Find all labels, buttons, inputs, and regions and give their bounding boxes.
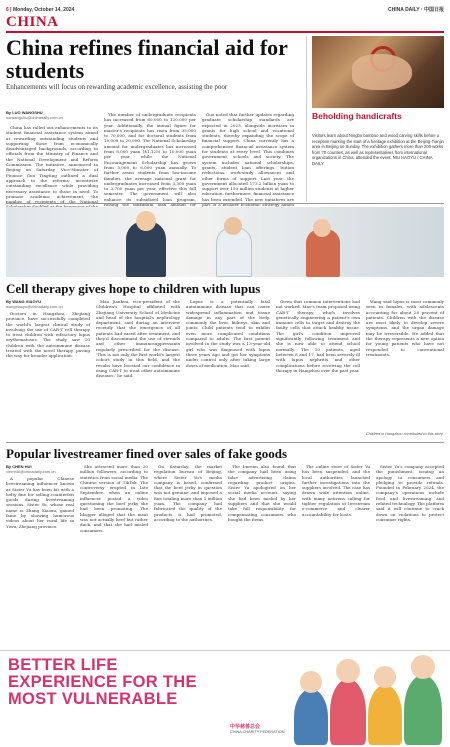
ad-logo bbox=[230, 723, 285, 734]
sidebar-divider bbox=[306, 36, 307, 201]
child-3 bbox=[368, 685, 402, 745]
bottom-column-1: A popular Chinese livestreaming influencer known as Sister Yu has been hit with a hefty fine for selling counterfeit goods during livestreaming sessions. Sister Yu, whose real name is Zhang Xiaoxu, gained fame by showing humorous videos about her rural life in Yiwu, Zhejiang province. bbox=[6, 476, 74, 529]
bottom-column-2: She attracted more than 20 million followers, according to statistics from social media. The Chinese version of TikTok. The controversy erupted in late September, when an online influencer posted a video questioning the beef jerky she had been promoting. The blogger alleged that the meat was not actually beef but rather duck, and that she had misled consumers. bbox=[80, 464, 148, 533]
sidebar-headline[interactable]: Beholding handicrafts bbox=[312, 111, 402, 121]
lead-email[interactable]: luowangshu@chinadaily.com.cn bbox=[6, 115, 63, 120]
bottom-email[interactable]: chenhui@chinadaily.com.cn bbox=[6, 469, 56, 474]
mid-author: By WANG XIAOYU bbox=[6, 299, 42, 304]
hand-figure bbox=[352, 54, 412, 90]
bottom-headline[interactable]: Popular livestreamer fined over sales of fake goods bbox=[6, 446, 288, 461]
ad-tagline: BETTER LIFE EXPERIENCE FOR THE MOST VULNERABLE bbox=[8, 656, 197, 708]
section-title: CHINA bbox=[6, 14, 59, 30]
mid-column-3: Lupus is a potentially fatal autoimmune disease that can cause widespread inflammation and tissue damage in any part of the body, commonly the liver, kidneys, skin and joints. Child patients tend to exhibit even more complicated conditions compared to adults. The first patient involved in the study was a 13-year-old girl who was diagnosed with lupus three years ago and got her symptoms under control only after taking large doses of medication, Mao said. bbox=[186, 299, 270, 368]
bottom-column-6: Sister Yu's company accepted the punishment, issuing an apology to consumers and pledging to provide refunds. Founded in February 2024, the company's operations include food and livestreaming and related technology. The platform said it will continue to crack down on violations to protect consumer rights. bbox=[376, 464, 444, 522]
mid-headline[interactable]: Cell therapy gives hope to children with lupus bbox=[6, 281, 261, 296]
bottom-column-5: The online store of Sister Yu has been suspended, and the local authorities launched further investigations into the suppliers involved. The case has drawn wide attention online, with many netizens calling for tighter regulation of livestream e-commerce and clearer accountability for hosts. bbox=[302, 464, 370, 517]
charity-advertisement[interactable] bbox=[0, 650, 450, 747]
ad-children-photo bbox=[290, 655, 446, 745]
paper-name: CHINA DAILY · 中国日报 bbox=[388, 7, 444, 13]
section-rule bbox=[6, 31, 444, 33]
lead-column-2: The number of undergraduate recipients has increased from 60,000 to 120,000 per year. Additionally, the annual figure for master's recipients has risen from 35,000 to 70,000, and for doctoral students from 10,000 to 20,000. The National Scholarship amount for undergraduates has increased from 8,000 yuan ($1,125) to 10,000 yuan per year, while the National Encouragement Scholarship has grown from 5,000 to 6,000 yuan annually. To further assist students from low-income families, the average national grant for undergraduates increased from 3,300 yuan to 3,700 yuan per year, effective this fall semester. The government will also enhance its subsidized loan program, raising the maximum loan amount for bbox=[104, 112, 196, 208]
mid-column-5: Wang said lupus is most commonly seen in females, with adolescents accounting for about 20 percent of patients. Children with the disease are most likely to develop severe symptoms, and the organ damage may be irreversible. He added that the therapy represents a new option for young patients who have not responded to conventional treatments. bbox=[366, 299, 444, 357]
lead-author: By LUO WANGSHU bbox=[6, 110, 43, 115]
lupus-story-photo bbox=[6, 207, 444, 277]
masthead bbox=[0, 0, 450, 32]
mid-column-4: Given that common interventions had not worked, Mao's team proposed using CAR-T therapy, which involves genetically engineering a patient's own immune cells to target and destroy the faulty cells that attack healthy tissue. The girl's condition improved significantly following treatment and she is now able to attend school normally. The 10 patients, aged between 8 and 17, had been severely ill with lupus nephritis and other complications before receiving the cell therapy in Hangzhou over the past year. bbox=[276, 299, 360, 373]
lead-subhead: Enhancements will focus on rewarding academic excellence, assisting the poor bbox=[6, 83, 228, 91]
bottom-byline bbox=[6, 464, 74, 474]
child-head bbox=[313, 219, 331, 237]
mid-byline bbox=[6, 299, 90, 309]
doctor-head bbox=[136, 211, 156, 231]
mid-contributor-note: Children in Hangzhou contributed to this story. bbox=[366, 432, 444, 436]
mid-column-1: Doctors in Hangzhou, Zhejiang province, have successfully completed the world's largest clinical study of involving the use of CAR-T cell therapy to treat children with refractory lupus erythematosus. The study saw 10 children with the autoimmune disease treated with the novel therapy, paving the way for broader application. bbox=[6, 311, 90, 359]
mid-divider bbox=[6, 203, 444, 204]
mid-email[interactable]: wangxiaoyu@chinadaily.com.cn bbox=[6, 304, 63, 309]
lead-headline[interactable]: China refines financial aid for students bbox=[6, 35, 288, 83]
page-number: 6 | Monday, October 14, 2024 bbox=[6, 7, 75, 13]
nurse-head bbox=[224, 217, 242, 235]
bottom-author: By CHEN HUI bbox=[6, 464, 32, 469]
mid-column-2: Mao Jianhua, vice-president of the Children's Hospital affiliated with Zhejiang University School of Medicine and head of the hospital's nephrology department, said during an interview recently that the emergence of all patients had eased after treatment, and they'd discontinued the use of steroids and other immunosuppressants regularly prescribed for the disease. 'This is not only the first world's largest cohort study in this field, and the results have boosted our confidence in using CAR-T to treat other autoimmune diseases,' he said. bbox=[96, 299, 180, 379]
child-1 bbox=[294, 689, 328, 745]
bottom-column-4: The bureau also found that the company had been using false advertising claims regarding product origins. Sister Yu apologized on her social media account, saying she had been misled by her suppliers and that she would take full responsibility for compensating consumers who bought the items. bbox=[228, 464, 296, 522]
lead-byline bbox=[6, 110, 98, 120]
lead-column-3: Guo noted that further updates regarding graduate scholarship standards are expected in 2025, alongside increases in grants for high school and vocational students, thereby expanding the scope of financial support. China currently has a comprehensive financial assistance system for students at every level. This combines government, schools and society. The system includes national scholarships, grants, student loan offerings, tuition reductions, work-study allowances and other forms of support. Last year, the government allocated 173.2 billion yuan to support over 150 million students at higher education, furthermore, financial assistance has been extended. The new initiatives are part of a broader economic strategy aimed bbox=[202, 112, 294, 208]
bottom-column-3: On Saturday, the market regulation bureau of Beijing, where Sister Yu's media company is based, confirmed that the beef jerky in question was not genuine, and imposed a fine totaling more than 1 million yuan. The company had fabricated the quality of the products it had promoted, according to the authorities. bbox=[154, 464, 222, 522]
handicraft-photo bbox=[312, 36, 444, 108]
lead-column-1: China has rolled out enhancements to its student financial assistance system aimed at rewarding outstanding students and supporting those from economically disadvantaged backgrounds, according to officials from the Ministry of Finance and the National Development and Reform Commission. The initiative, announced in Beijing on Saturday, Vice-Minister of Finance Guo Tingting outlined a dual approach to the reforms: incentivize outstanding excellence while providing necessary assistance to those in need. To promote academic achievement, the number of recipients of the National bbox=[6, 125, 98, 205]
sidebar-caption: Visitors learn about Ningbo bamboo and wood carving skills before a reception marking the start of a heritage exhibition at the Beijing-Tianjin area in Beijing on Sunday. The exhibition gathers more than 200 works from 70 counties, as well as representatives from international organizations in China, attended the event. NIU HAOYU / CHINA DAILY bbox=[312, 133, 444, 166]
ad-org-en: CHINA CHARITY FEDERATION bbox=[230, 730, 285, 734]
child-2 bbox=[330, 679, 366, 745]
child-4 bbox=[404, 675, 442, 745]
bottom-divider bbox=[6, 442, 444, 443]
ad-org-cn: 中华慈善总会 bbox=[230, 724, 261, 730]
